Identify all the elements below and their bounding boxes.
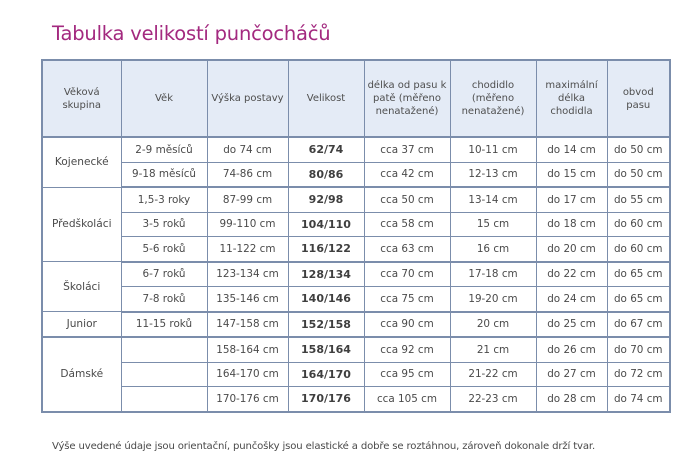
foot-cell: 16 cm	[450, 237, 536, 262]
height-cell: do 74 cm	[207, 137, 288, 162]
age-group-cell: Předškoláci	[42, 187, 121, 262]
max-foot-cell: do 17 cm	[536, 187, 607, 212]
table-row	[42, 287, 670, 312]
waist-cell: do 67 cm	[607, 312, 670, 338]
size-cell: 92/98	[288, 187, 364, 212]
table-row	[42, 387, 670, 412]
header-size: Velikost	[288, 60, 364, 137]
waist-cell: do 60 cm	[607, 237, 670, 262]
waist-cell: do 50 cm	[607, 137, 670, 162]
age-cell	[121, 337, 207, 362]
age-group-cell: Dámské	[42, 337, 121, 412]
size-cell: 158/164	[288, 337, 364, 362]
size-cell: 128/134	[288, 262, 364, 287]
size-cell: 62/74	[288, 137, 364, 162]
foot-cell: 17-18 cm	[450, 262, 536, 287]
age-group-cell: Školáci	[42, 262, 121, 312]
length-cell: cca 70 cm	[364, 262, 450, 287]
age-cell: 7-8 roků	[121, 287, 207, 312]
age-group-cell: Junior	[42, 312, 121, 338]
header-length: délka od pasu k patě (měřeno nenatažené)	[364, 60, 450, 137]
size-cell: 104/110	[288, 212, 364, 237]
length-cell: cca 50 cm	[364, 187, 450, 212]
size-cell: 140/146	[288, 287, 364, 312]
max-foot-cell: do 18 cm	[536, 212, 607, 237]
table-row	[42, 262, 670, 287]
page-title: Tabulka velikostí punčocháčů	[52, 22, 331, 45]
waist-cell: do 50 cm	[607, 162, 670, 187]
height-cell: 147-158 cm	[207, 312, 288, 338]
height-cell: 87-99 cm	[207, 187, 288, 212]
length-cell: cca 92 cm	[364, 337, 450, 362]
age-cell	[121, 362, 207, 387]
table-row	[42, 137, 670, 162]
header-foot: chodidlo (měřeno nenatažené)	[450, 60, 536, 137]
table-row	[42, 187, 670, 212]
height-cell: 158-164 cm	[207, 337, 288, 362]
table-header-row	[42, 60, 670, 137]
foot-cell: 20 cm	[450, 312, 536, 338]
size-cell: 152/158	[288, 312, 364, 338]
height-cell: 11-122 cm	[207, 237, 288, 262]
foot-cell: 10-11 cm	[450, 137, 536, 162]
height-cell: 123-134 cm	[207, 262, 288, 287]
age-cell: 6-7 roků	[121, 262, 207, 287]
table-row	[42, 312, 670, 338]
height-cell: 74-86 cm	[207, 162, 288, 187]
height-cell: 99-110 cm	[207, 212, 288, 237]
header-waist: obvod pasu	[607, 60, 670, 137]
size-cell: 116/122	[288, 237, 364, 262]
size-cell: 170/176	[288, 387, 364, 412]
size-cell: 80/86	[288, 162, 364, 187]
max-foot-cell: do 25 cm	[536, 312, 607, 338]
header-age-group: Věková skupina	[42, 60, 121, 137]
length-cell: cca 95 cm	[364, 362, 450, 387]
max-foot-cell: do 24 cm	[536, 287, 607, 312]
foot-cell: 12-13 cm	[450, 162, 536, 187]
height-cell: 164-170 cm	[207, 362, 288, 387]
waist-cell: do 65 cm	[607, 287, 670, 312]
age-cell: 11-15 roků	[121, 312, 207, 338]
foot-cell: 15 cm	[450, 212, 536, 237]
footnote: Výše uvedené údaje jsou orientační, punčošky jsou elastické a dobře se roztáhnou, zároveň dokonale drží tvar.	[52, 441, 596, 452]
waist-cell: do 55 cm	[607, 187, 670, 212]
size-chart-table	[41, 59, 671, 413]
header-height: Výška postavy	[207, 60, 288, 137]
age-cell: 3-5 roků	[121, 212, 207, 237]
age-cell: 5-6 roků	[121, 237, 207, 262]
age-group-cell: Kojenecké	[42, 137, 121, 187]
foot-cell: 21 cm	[450, 337, 536, 362]
length-cell: cca 42 cm	[364, 162, 450, 187]
size-cell: 164/170	[288, 362, 364, 387]
foot-cell: 21-22 cm	[450, 362, 536, 387]
foot-cell: 19-20 cm	[450, 287, 536, 312]
height-cell: 170-176 cm	[207, 387, 288, 412]
age-cell	[121, 387, 207, 412]
table-row	[42, 337, 670, 362]
max-foot-cell: do 22 cm	[536, 262, 607, 287]
table-row	[42, 362, 670, 387]
waist-cell: do 60 cm	[607, 212, 670, 237]
length-cell: cca 75 cm	[364, 287, 450, 312]
foot-cell: 13-14 cm	[450, 187, 536, 212]
table-body	[42, 137, 670, 412]
max-foot-cell: do 28 cm	[536, 387, 607, 412]
max-foot-cell: do 15 cm	[536, 162, 607, 187]
waist-cell: do 72 cm	[607, 362, 670, 387]
max-foot-cell: do 14 cm	[536, 137, 607, 162]
length-cell: cca 37 cm	[364, 137, 450, 162]
table-row	[42, 162, 670, 187]
height-cell: 135-146 cm	[207, 287, 288, 312]
length-cell: cca 58 cm	[364, 212, 450, 237]
header-max-foot: maximální délka chodidla	[536, 60, 607, 137]
age-cell: 2-9 měsíců	[121, 137, 207, 162]
length-cell: cca 105 cm	[364, 387, 450, 412]
table-row	[42, 212, 670, 237]
waist-cell: do 70 cm	[607, 337, 670, 362]
age-cell: 1,5-3 roky	[121, 187, 207, 212]
table-row	[42, 237, 670, 262]
length-cell: cca 90 cm	[364, 312, 450, 338]
max-foot-cell: do 27 cm	[536, 362, 607, 387]
foot-cell: 22-23 cm	[450, 387, 536, 412]
waist-cell: do 74 cm	[607, 387, 670, 412]
waist-cell: do 65 cm	[607, 262, 670, 287]
age-cell: 9-18 měsíců	[121, 162, 207, 187]
max-foot-cell: do 20 cm	[536, 237, 607, 262]
header-age: Věk	[121, 60, 207, 137]
length-cell: cca 63 cm	[364, 237, 450, 262]
max-foot-cell: do 26 cm	[536, 337, 607, 362]
